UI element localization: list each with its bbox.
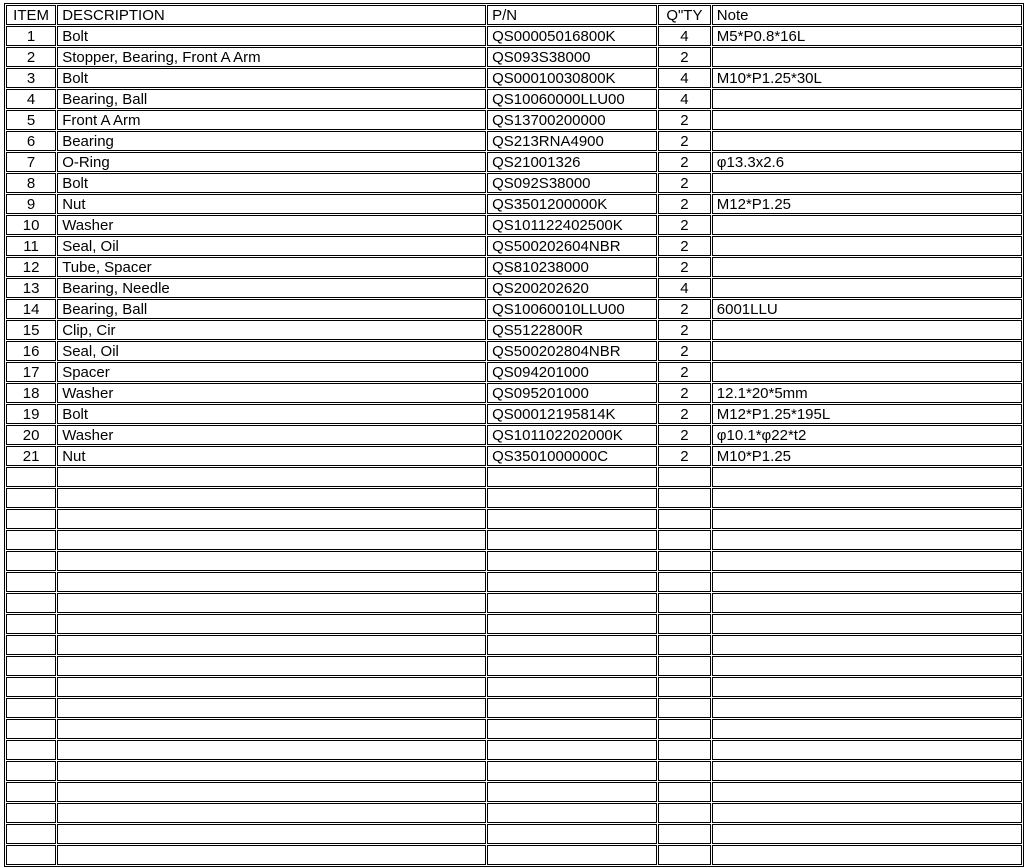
cell-qty bbox=[658, 698, 711, 718]
cell-qty: 4 bbox=[658, 278, 711, 298]
cell-description bbox=[57, 467, 486, 487]
table-row bbox=[6, 425, 1022, 445]
cell-qty bbox=[658, 488, 711, 508]
cell-description: Washer bbox=[57, 425, 486, 445]
cell-pn: QS101102202000K bbox=[487, 425, 657, 445]
table-row bbox=[6, 110, 1022, 130]
table-row bbox=[6, 299, 1022, 319]
cell-qty bbox=[658, 572, 711, 592]
cell-note bbox=[712, 593, 1022, 613]
cell-pn bbox=[487, 656, 657, 676]
cell-qty: 2 bbox=[658, 152, 711, 172]
cell-item bbox=[6, 761, 56, 781]
table-row-empty bbox=[6, 467, 1022, 487]
cell-description: Washer bbox=[57, 383, 486, 403]
cell-qty: 2 bbox=[658, 131, 711, 151]
cell-qty bbox=[658, 677, 711, 697]
cell-note: 6001LLU bbox=[712, 299, 1022, 319]
cell-note bbox=[712, 824, 1022, 844]
cell-qty bbox=[658, 782, 711, 802]
table-row bbox=[6, 362, 1022, 382]
cell-item bbox=[6, 824, 56, 844]
cell-pn bbox=[487, 677, 657, 697]
table-row-empty bbox=[6, 509, 1022, 529]
table-row bbox=[6, 236, 1022, 256]
cell-pn: QS00010030800K bbox=[487, 68, 657, 88]
cell-note bbox=[712, 698, 1022, 718]
cell-item bbox=[6, 677, 56, 697]
cell-qty: 2 bbox=[658, 341, 711, 361]
cell-description: Tube, Spacer bbox=[57, 257, 486, 277]
cell-note: M5*P0.8*16L bbox=[712, 26, 1022, 46]
table-row-empty bbox=[6, 572, 1022, 592]
cell-pn: QS10060010LLU00 bbox=[487, 299, 657, 319]
cell-qty bbox=[658, 467, 711, 487]
cell-description bbox=[57, 677, 486, 697]
cell-note bbox=[712, 215, 1022, 235]
cell-item: 16 bbox=[6, 341, 56, 361]
cell-pn: QS10060000LLU00 bbox=[487, 89, 657, 109]
cell-description bbox=[57, 530, 486, 550]
cell-note bbox=[712, 530, 1022, 550]
cell-qty bbox=[658, 803, 711, 823]
cell-item: 6 bbox=[6, 131, 56, 151]
cell-qty: 2 bbox=[658, 215, 711, 235]
cell-qty bbox=[658, 740, 711, 760]
table-row-empty bbox=[6, 551, 1022, 571]
cell-description: Nut bbox=[57, 446, 486, 466]
cell-qty: 2 bbox=[658, 362, 711, 382]
table-row-empty bbox=[6, 845, 1022, 865]
cell-item bbox=[6, 614, 56, 634]
cell-item: 15 bbox=[6, 320, 56, 340]
cell-description bbox=[57, 698, 486, 718]
cell-qty: 2 bbox=[658, 383, 711, 403]
cell-item: 4 bbox=[6, 89, 56, 109]
table-row-empty bbox=[6, 740, 1022, 760]
cell-note bbox=[712, 614, 1022, 634]
cell-item: 9 bbox=[6, 194, 56, 214]
cell-qty bbox=[658, 551, 711, 571]
cell-description: Seal, Oil bbox=[57, 236, 486, 256]
cell-pn: QS810238000 bbox=[487, 257, 657, 277]
header-cell-item: ITEM bbox=[6, 5, 56, 25]
cell-pn: QS200202620 bbox=[487, 278, 657, 298]
table-row bbox=[6, 215, 1022, 235]
cell-pn bbox=[487, 635, 657, 655]
cell-note bbox=[712, 551, 1022, 571]
table-row bbox=[6, 404, 1022, 424]
cell-qty: 2 bbox=[658, 257, 711, 277]
table-row-empty bbox=[6, 698, 1022, 718]
cell-qty bbox=[658, 593, 711, 613]
cell-note bbox=[712, 803, 1022, 823]
cell-item bbox=[6, 551, 56, 571]
cell-description: Clip, Cir bbox=[57, 320, 486, 340]
cell-description bbox=[57, 593, 486, 613]
cell-note bbox=[712, 131, 1022, 151]
cell-description: Bolt bbox=[57, 173, 486, 193]
table-row bbox=[6, 383, 1022, 403]
cell-qty bbox=[658, 635, 711, 655]
cell-description bbox=[57, 635, 486, 655]
cell-note bbox=[712, 782, 1022, 802]
cell-qty bbox=[658, 761, 711, 781]
table-body bbox=[6, 26, 1022, 865]
cell-note: M12*P1.25*195L bbox=[712, 404, 1022, 424]
header-cell-pn: P/N bbox=[487, 5, 657, 25]
cell-item bbox=[6, 467, 56, 487]
table-row bbox=[6, 446, 1022, 466]
cell-note: M10*P1.25 bbox=[712, 446, 1022, 466]
cell-note bbox=[712, 362, 1022, 382]
cell-description bbox=[57, 572, 486, 592]
cell-note bbox=[712, 320, 1022, 340]
cell-pn bbox=[487, 572, 657, 592]
cell-note: M12*P1.25 bbox=[712, 194, 1022, 214]
cell-description bbox=[57, 488, 486, 508]
cell-note: φ13.3x2.6 bbox=[712, 152, 1022, 172]
table-row bbox=[6, 341, 1022, 361]
cell-item bbox=[6, 593, 56, 613]
cell-note bbox=[712, 635, 1022, 655]
cell-qty: 2 bbox=[658, 425, 711, 445]
cell-item: 10 bbox=[6, 215, 56, 235]
table-row bbox=[6, 278, 1022, 298]
cell-pn bbox=[487, 761, 657, 781]
cell-qty: 2 bbox=[658, 194, 711, 214]
cell-qty: 2 bbox=[658, 299, 711, 319]
table-row-empty bbox=[6, 803, 1022, 823]
cell-qty bbox=[658, 614, 711, 634]
cell-item: 7 bbox=[6, 152, 56, 172]
cell-description bbox=[57, 824, 486, 844]
cell-pn: QS00012195814K bbox=[487, 404, 657, 424]
cell-item: 11 bbox=[6, 236, 56, 256]
cell-qty: 2 bbox=[658, 173, 711, 193]
cell-description: Bolt bbox=[57, 68, 486, 88]
cell-qty: 2 bbox=[658, 404, 711, 424]
cell-note bbox=[712, 761, 1022, 781]
cell-item: 21 bbox=[6, 446, 56, 466]
table-row-empty bbox=[6, 824, 1022, 844]
cell-qty: 2 bbox=[658, 236, 711, 256]
cell-item: 8 bbox=[6, 173, 56, 193]
cell-pn: QS095201000 bbox=[487, 383, 657, 403]
header-cell-qty: Q"TY bbox=[658, 5, 711, 25]
cell-description bbox=[57, 845, 486, 865]
cell-description: O-Ring bbox=[57, 152, 486, 172]
cell-pn bbox=[487, 803, 657, 823]
table-row bbox=[6, 320, 1022, 340]
table-row bbox=[6, 257, 1022, 277]
cell-qty: 2 bbox=[658, 110, 711, 130]
cell-description: Bearing, Ball bbox=[57, 299, 486, 319]
cell-note: φ10.1*φ22*t2 bbox=[712, 425, 1022, 445]
table-row-empty bbox=[6, 656, 1022, 676]
cell-note bbox=[712, 89, 1022, 109]
cell-item: 18 bbox=[6, 383, 56, 403]
cell-pn: QS500202804NBR bbox=[487, 341, 657, 361]
table-row-empty bbox=[6, 635, 1022, 655]
cell-pn bbox=[487, 845, 657, 865]
table-row bbox=[6, 26, 1022, 46]
cell-qty bbox=[658, 719, 711, 739]
cell-description bbox=[57, 761, 486, 781]
cell-item bbox=[6, 740, 56, 760]
cell-pn: QS092S38000 bbox=[487, 173, 657, 193]
cell-pn: QS094201000 bbox=[487, 362, 657, 382]
table-row bbox=[6, 194, 1022, 214]
parts-table bbox=[4, 3, 1024, 867]
cell-item bbox=[6, 656, 56, 676]
cell-qty: 4 bbox=[658, 26, 711, 46]
cell-item: 5 bbox=[6, 110, 56, 130]
cell-item bbox=[6, 698, 56, 718]
cell-description: Front A Arm bbox=[57, 110, 486, 130]
cell-pn: QS13700200000 bbox=[487, 110, 657, 130]
cell-description: Washer bbox=[57, 215, 486, 235]
cell-pn bbox=[487, 551, 657, 571]
header-row bbox=[6, 5, 1022, 25]
cell-description bbox=[57, 551, 486, 571]
cell-pn bbox=[487, 719, 657, 739]
cell-qty: 2 bbox=[658, 446, 711, 466]
cell-qty bbox=[658, 824, 711, 844]
cell-item bbox=[6, 530, 56, 550]
cell-qty: 4 bbox=[658, 89, 711, 109]
table-row bbox=[6, 68, 1022, 88]
cell-item: 20 bbox=[6, 425, 56, 445]
cell-note: M10*P1.25*30L bbox=[712, 68, 1022, 88]
cell-note bbox=[712, 47, 1022, 67]
table-row-empty bbox=[6, 488, 1022, 508]
table-row-empty bbox=[6, 530, 1022, 550]
cell-pn: QS00005016800K bbox=[487, 26, 657, 46]
cell-item: 13 bbox=[6, 278, 56, 298]
cell-qty: 2 bbox=[658, 47, 711, 67]
cell-note bbox=[712, 572, 1022, 592]
cell-pn: QS3501200000K bbox=[487, 194, 657, 214]
cell-pn bbox=[487, 467, 657, 487]
cell-description bbox=[57, 782, 486, 802]
table-row bbox=[6, 152, 1022, 172]
cell-item bbox=[6, 572, 56, 592]
cell-item: 17 bbox=[6, 362, 56, 382]
cell-pn: QS213RNA4900 bbox=[487, 131, 657, 151]
cell-item bbox=[6, 782, 56, 802]
cell-qty bbox=[658, 530, 711, 550]
cell-description bbox=[57, 614, 486, 634]
cell-description: Bearing bbox=[57, 131, 486, 151]
cell-item bbox=[6, 845, 56, 865]
cell-note bbox=[712, 656, 1022, 676]
cell-pn bbox=[487, 740, 657, 760]
cell-pn bbox=[487, 530, 657, 550]
cell-pn: QS500202604NBR bbox=[487, 236, 657, 256]
cell-description bbox=[57, 509, 486, 529]
cell-pn bbox=[487, 824, 657, 844]
header-cell-note: Note bbox=[712, 5, 1022, 25]
cell-item bbox=[6, 509, 56, 529]
table-row bbox=[6, 131, 1022, 151]
cell-description bbox=[57, 740, 486, 760]
cell-pn bbox=[487, 488, 657, 508]
cell-note bbox=[712, 341, 1022, 361]
cell-item: 19 bbox=[6, 404, 56, 424]
cell-note bbox=[712, 110, 1022, 130]
table-row bbox=[6, 173, 1022, 193]
cell-description: Bearing, Needle bbox=[57, 278, 486, 298]
cell-note bbox=[712, 719, 1022, 739]
cell-note bbox=[712, 467, 1022, 487]
cell-note bbox=[712, 236, 1022, 256]
cell-item bbox=[6, 635, 56, 655]
cell-note bbox=[712, 278, 1022, 298]
table-row bbox=[6, 47, 1022, 67]
cell-pn: QS093S38000 bbox=[487, 47, 657, 67]
table-row-empty bbox=[6, 719, 1022, 739]
cell-item bbox=[6, 803, 56, 823]
table-row-empty bbox=[6, 593, 1022, 613]
cell-qty: 2 bbox=[658, 320, 711, 340]
cell-pn bbox=[487, 614, 657, 634]
cell-note bbox=[712, 845, 1022, 865]
cell-qty bbox=[658, 656, 711, 676]
cell-item: 3 bbox=[6, 68, 56, 88]
cell-description bbox=[57, 719, 486, 739]
cell-note bbox=[712, 488, 1022, 508]
table-row-empty bbox=[6, 614, 1022, 634]
cell-description: Bolt bbox=[57, 26, 486, 46]
cell-description: Spacer bbox=[57, 362, 486, 382]
cell-pn: QS5122800R bbox=[487, 320, 657, 340]
table-row-empty bbox=[6, 761, 1022, 781]
cell-qty bbox=[658, 845, 711, 865]
cell-pn: QS3501000000C bbox=[487, 446, 657, 466]
table-row-empty bbox=[6, 782, 1022, 802]
cell-qty bbox=[658, 509, 711, 529]
cell-item bbox=[6, 488, 56, 508]
cell-pn bbox=[487, 509, 657, 529]
cell-description: Nut bbox=[57, 194, 486, 214]
cell-pn bbox=[487, 782, 657, 802]
cell-description: Bearing, Ball bbox=[57, 89, 486, 109]
cell-description: Stopper, Bearing, Front A Arm bbox=[57, 47, 486, 67]
cell-item bbox=[6, 719, 56, 739]
cell-note bbox=[712, 257, 1022, 277]
cell-note bbox=[712, 677, 1022, 697]
cell-item: 14 bbox=[6, 299, 56, 319]
cell-description: Bolt bbox=[57, 404, 486, 424]
cell-note bbox=[712, 740, 1022, 760]
cell-item: 1 bbox=[6, 26, 56, 46]
cell-qty: 4 bbox=[658, 68, 711, 88]
cell-description bbox=[57, 656, 486, 676]
cell-item: 12 bbox=[6, 257, 56, 277]
cell-pn bbox=[487, 698, 657, 718]
cell-note: 12.1*20*5mm bbox=[712, 383, 1022, 403]
cell-description: Seal, Oil bbox=[57, 341, 486, 361]
cell-note bbox=[712, 509, 1022, 529]
cell-note bbox=[712, 173, 1022, 193]
cell-item: 2 bbox=[6, 47, 56, 67]
cell-description bbox=[57, 803, 486, 823]
parts-list-sheet bbox=[4, 3, 1024, 867]
table-row bbox=[6, 89, 1022, 109]
cell-pn: QS101122402500K bbox=[487, 215, 657, 235]
table-row-empty bbox=[6, 677, 1022, 697]
cell-pn: QS21001326 bbox=[487, 152, 657, 172]
cell-pn bbox=[487, 593, 657, 613]
header-cell-description: DESCRIPTION bbox=[57, 5, 486, 25]
